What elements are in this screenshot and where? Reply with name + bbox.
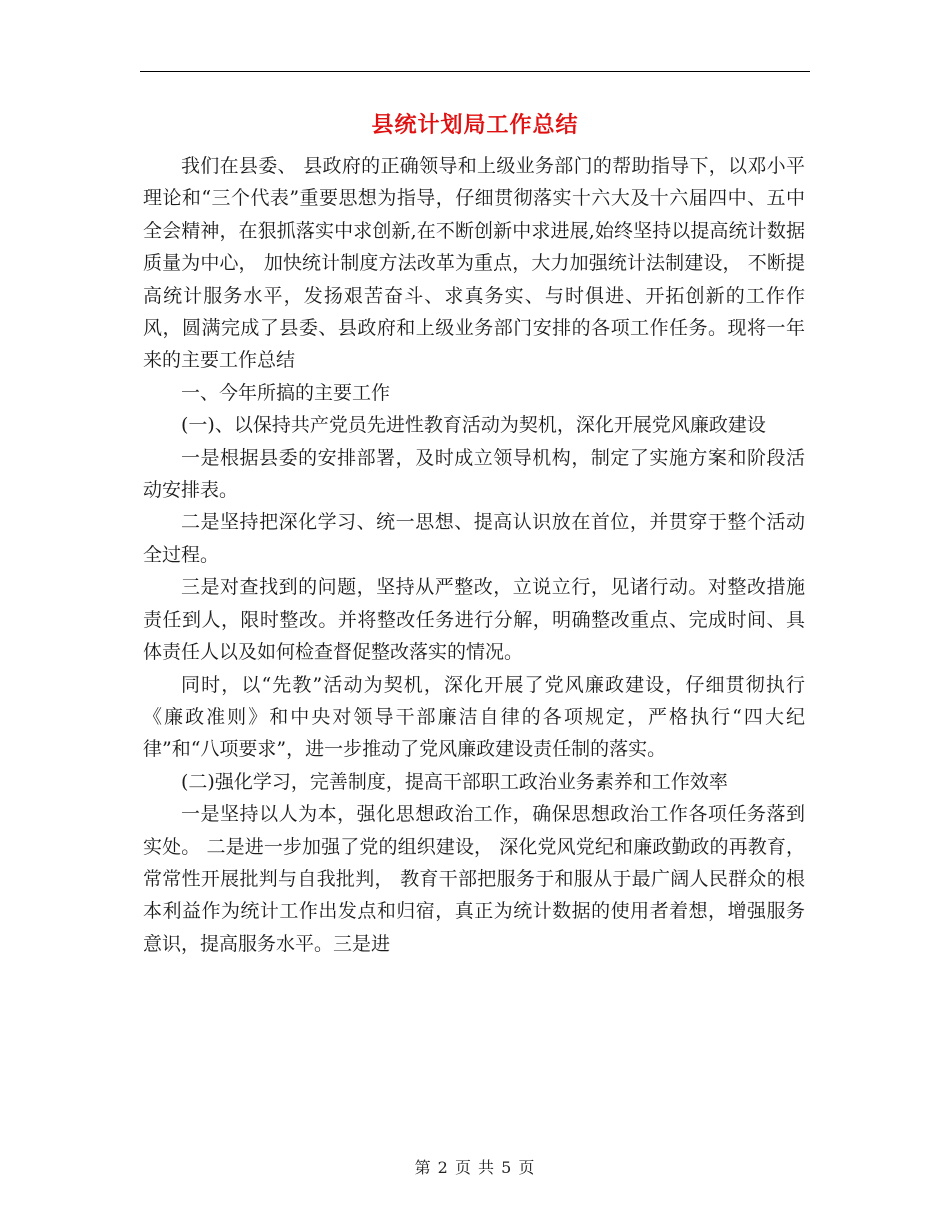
page-number: 第 2 页 共 5 页 [414,1158,536,1177]
paragraph-point-1: 一是根据县委的安排部署，及时成立领导机构，制定了实施方案和阶段活动安排表。 [143,446,805,502]
paragraph-point-2: 二是坚持把深化学习、统一思想、提高认识放在首位，并贯穿于整个活动全过程。 [143,511,805,566]
document-title: 县统计划局工作总结 [371,112,579,138]
header-rule [140,71,810,72]
paragraph-points-study: 一是坚持以人为本，强化思想政治工作，确保思想政治工作各项任务落到实处。 二是进一步加强了党的组织建设， 深化党风党纪和廉政勤政的再教育，常常性开展批判与自我批判， 教育干部把服务于和服从于最广阔人民群众的根本利益作为统计工作出发点和归宿，真正为统计数据的使用者着想，增强服务意识，提高服务水平。三是进 [143,803,805,955]
paragraph-meanwhile: 同时，以“先教”活动为契机，深化开展了党风廉政建设，仔细贯彻执行《廉政准则》和中央对领导干部廉洁自律的各项规定，严格执行“四大纪律”和“八项要求”，进一步推动了党风廉政建设责任制的落实。 [143,673,805,761]
subsection-heading-2: (二)强化学习，完善制度，提高干部职工政治业务素养和工作效率 [181,770,728,793]
paragraph-point-3: 三是对查找到的问题，坚持从严整改，立说立行，见诸行动。对整改措施责任到人，限时整改。并将整改任务进行分解，明确整改重点、完成时间、具体责任人以及如何检查督促整改落实的情况。 [143,576,805,664]
document-body [143,150,805,960]
subsection-heading-1: (一)、以保持共产党员先进性教育活动为契机，深化开展党风廉政建设 [181,414,766,437]
section-heading-1: 一、今年所搞的主要工作 [181,381,391,404]
paragraph-intro: 我们在县委、 县政府的正确领导和上级业务部门的帮助指导下，以邓小平理论和“三个代表”重要思想为指导，仔细贯彻落实十六大及十六届四中、五中全会精神，在狠抓落实中求创新,在不断创新中求进展,始终坚持以提高统计数据质量为中心， 加快统计制度方法改革为重点，大力加强统计法制建设， 不断提高统计服务水平，发扬艰苦奋斗、求真务实、与时俱进、开拓创新的工作作风，圆满完成了县委、县政府和上级业务部门安排的各项工作任务。现将一年来的主要工作总结 [143,155,805,372]
